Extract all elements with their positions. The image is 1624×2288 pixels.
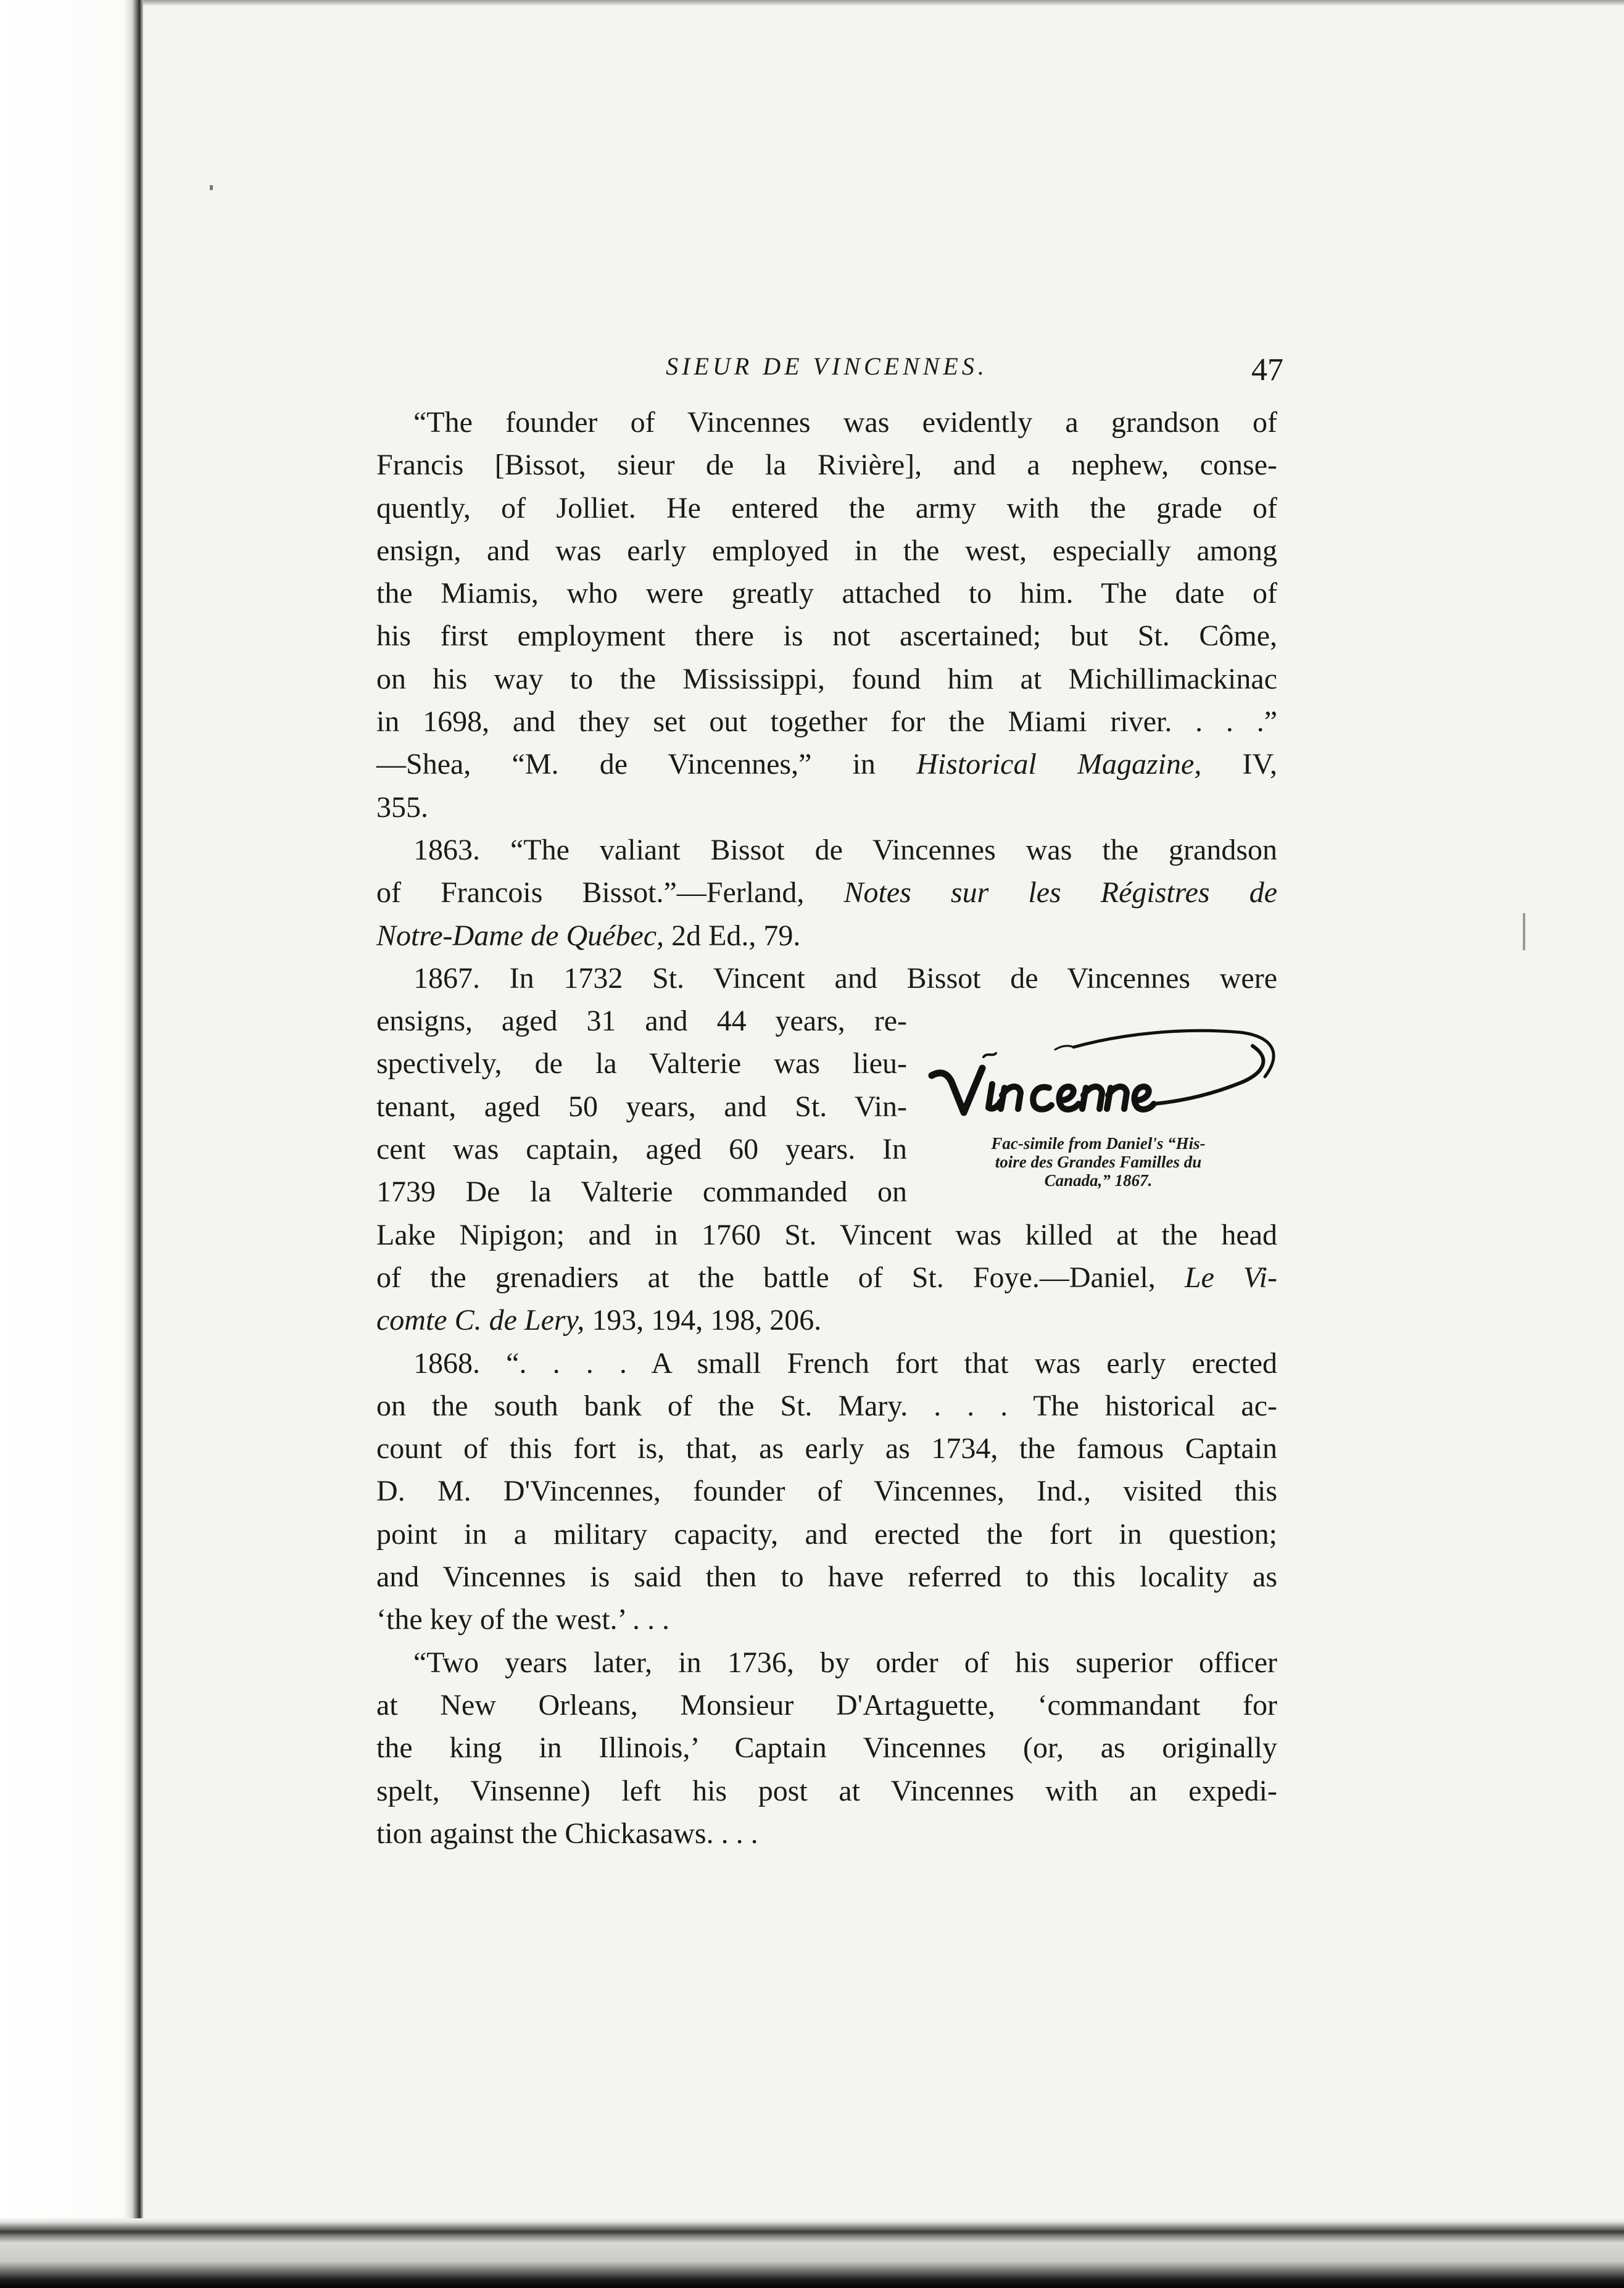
citation-detail: 193, 194, 198, 206. (592, 1304, 822, 1337)
citation-volume: IV, (1242, 748, 1278, 781)
text-line: quently, of Jolliet. He entered the army with the grade of (376, 491, 1277, 524)
text-line: 1863. “The valiant Bissot de Vincennes was the grandson (413, 833, 1277, 866)
text-line: ensign, and was early employed in the west, especially among (376, 534, 1277, 567)
text-line: ‘the key of the west.’ . . . (376, 1603, 669, 1636)
citation-title: comte C. de Lery, (376, 1304, 585, 1337)
text-line: tenant, aged 50 years, and St. Vin- (376, 1090, 907, 1123)
citation-detail: 2d Ed., 79. (671, 919, 801, 952)
text-line: D. M. D'Vincennes, founder of Vincennes, Ind., visited this (376, 1475, 1277, 1508)
text-line: 1868. “. . . . A small French fort that was early erected (413, 1346, 1277, 1380)
citation-title: Le Vi- (1184, 1261, 1278, 1294)
text-line: “The founder of Vincennes was evidently a grandson of (413, 406, 1277, 439)
page-number: 47 (1251, 352, 1283, 388)
scan-left-edge (0, 0, 143, 2288)
text-line: count of this fort is, that, as early as 1734, the famous Captain (376, 1432, 1277, 1465)
scan-bottom-band (0, 2218, 1624, 2288)
text-line: at New Orleans, Monsieur D'Artaguette, ‘commandant for (376, 1688, 1277, 1722)
caption-line: Fac-simile from Daniel's “His- (991, 1134, 1206, 1153)
citation: —Shea, “M. de Vincennes,” in (376, 748, 876, 781)
text-line (376, 1299, 1277, 1341)
citation: of Francois Bissot.”—Ferland, (376, 876, 805, 910)
signature-caption (919, 1134, 1277, 1190)
signature-facsimile (919, 1009, 1290, 1138)
caption-line: Canada,” 1867. (1044, 1171, 1153, 1190)
text-line: his first employment there is not ascertained; but St. Côme, (376, 620, 1277, 653)
text-line: ensigns, aged 31 and 44 years, re- (376, 1005, 907, 1038)
text-line: 355. (376, 790, 428, 824)
book-page (376, 346, 1283, 1855)
text-line (376, 743, 1277, 785)
text-line (376, 914, 1277, 957)
text-line: spectively, de la Valterie was lieu- (376, 1047, 907, 1080)
citation: of the grenadiers at the battle of St. Foye.—Daniel, (376, 1261, 1156, 1294)
stray-mark (1523, 913, 1525, 950)
running-title: SIEUR DE VINCENNES. (666, 352, 988, 380)
citation-title: Historical Magazine, (916, 748, 1202, 781)
text-line: 1739 De la Valterie commanded on (376, 1175, 907, 1209)
citation-title: Notes sur les Régistres de (843, 876, 1277, 910)
signature-image (919, 1009, 1290, 1138)
text-line: the king in Illinois,’ Captain Vincennes (or, as originally (376, 1731, 1277, 1765)
text-line: Lake Nipigon; and in 1760 St. Vincent was killed at the head (376, 1218, 1277, 1251)
text-line: on his way to the Mississippi, found him at Michillimackinac (376, 662, 1277, 695)
text-line: “Two years later, in 1736, by order of his superior officer (413, 1646, 1277, 1679)
text-line: Francis [Bissot, sieur de la Rivière], and a nephew, conse- (376, 449, 1277, 482)
text-line: on the south bank of the St. Mary. . . . The historical ac- (376, 1389, 1277, 1422)
text-line: spelt, Vinsenne) left his post at Vincennes with an expedi- (376, 1774, 1277, 1807)
text-line: cent was captain, aged 60 years. In (376, 1133, 907, 1166)
citation-title: Notre-Dame de Québec, (376, 919, 665, 952)
text-line: in 1698, and they set out together for the Miami river. . . .” (376, 705, 1277, 739)
running-head (376, 346, 1283, 401)
scan-top-edge (143, 0, 1624, 6)
caption-line: toire des Grandes Familles du (995, 1153, 1202, 1171)
text-line: point in a military capacity, and erected the fort in question; (376, 1517, 1277, 1551)
text-line (376, 871, 1277, 914)
stray-dot (210, 185, 213, 190)
text-line: tion against the Chickasaws. . . . (376, 1817, 758, 1850)
text-line: and Vincennes is said then to have referred to this locality as (376, 1561, 1277, 1594)
text-line: 1867. In 1732 St. Vincent and Bissot de Vincennes were (413, 961, 1277, 995)
text-line (376, 1256, 1277, 1299)
text-line: the Miamis, who were greatly attached to him. The date of (376, 577, 1277, 610)
